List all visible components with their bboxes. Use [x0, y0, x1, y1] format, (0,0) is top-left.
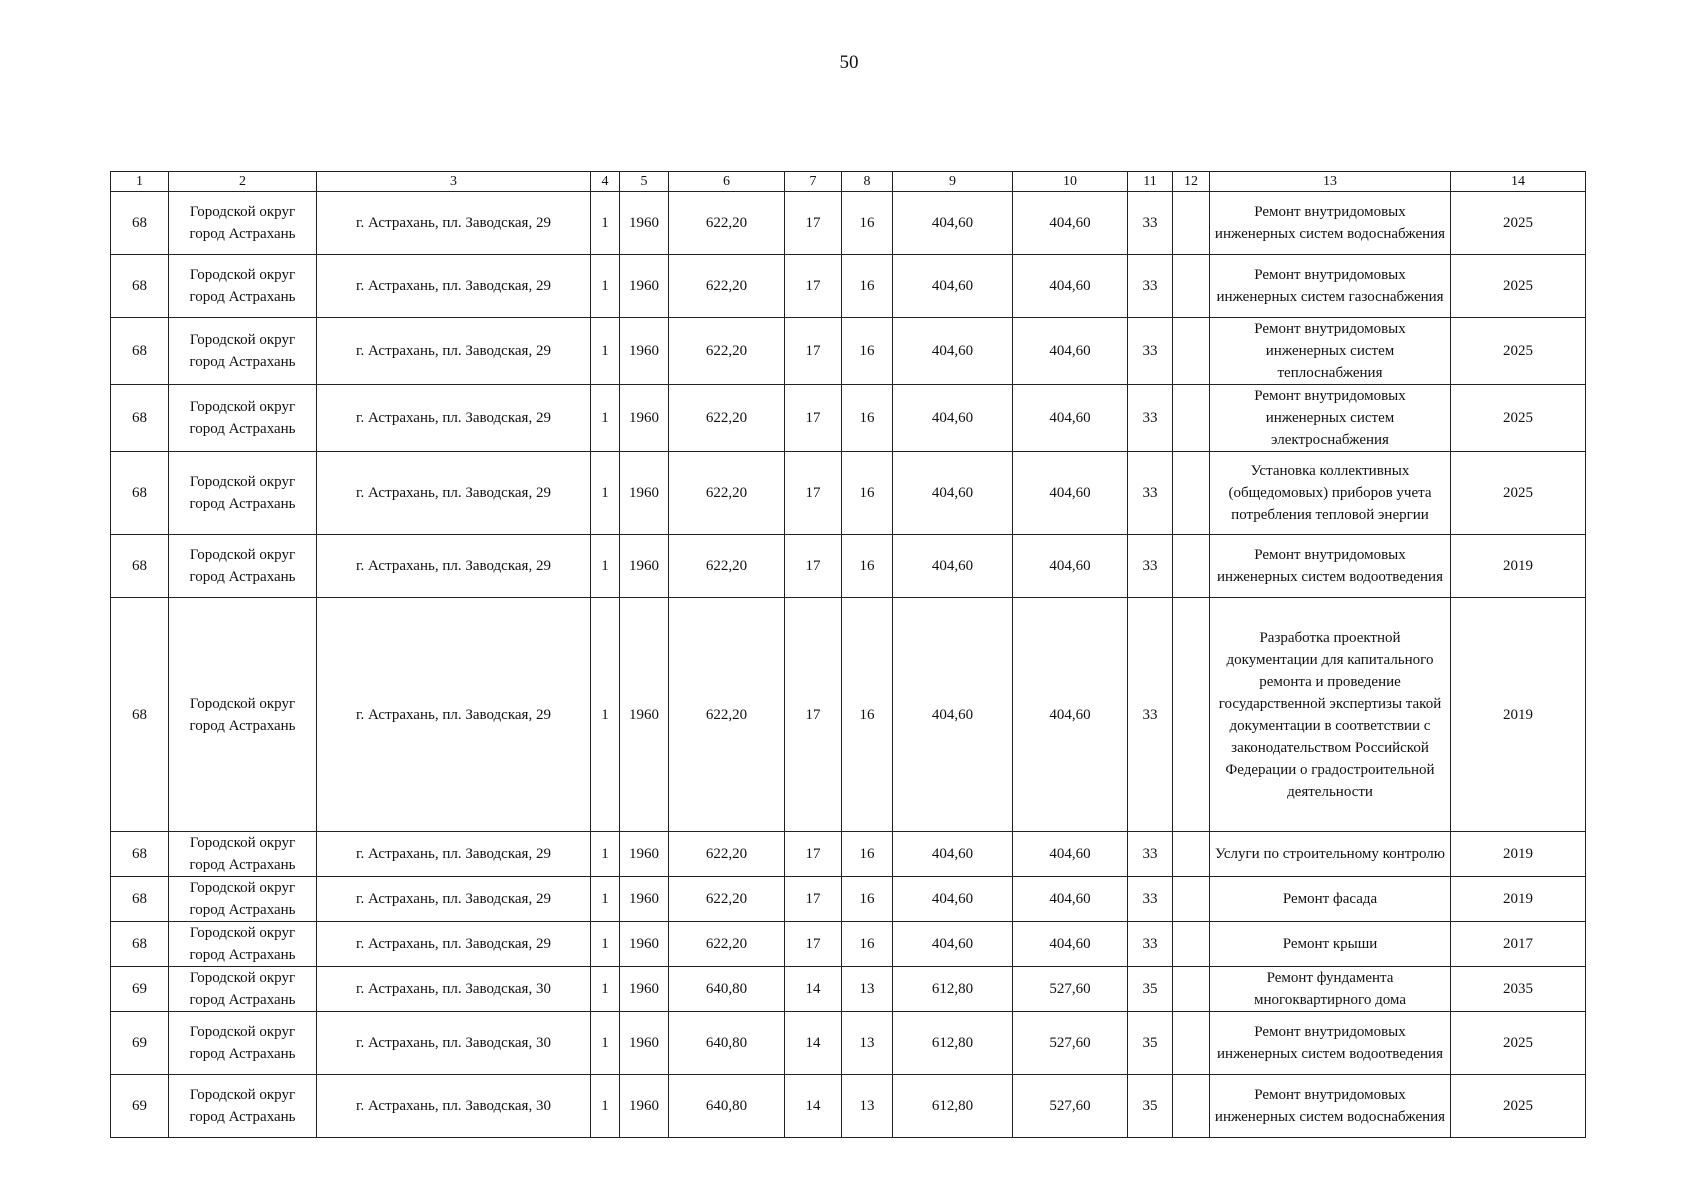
cell-year-built: 1960: [620, 598, 669, 832]
cell-col-4: 1: [591, 967, 620, 1012]
cell-planned-year: 2025: [1451, 385, 1586, 452]
column-number-13: 13: [1210, 172, 1451, 192]
cell-year-built: 1960: [620, 385, 669, 452]
table-row: [111, 967, 1586, 1012]
cell-area-residential: 404,60: [1013, 877, 1128, 922]
table-row: [111, 877, 1586, 922]
cell-col-11: 33: [1128, 922, 1173, 967]
cell-col-7: 17: [785, 255, 842, 318]
cell-work-type: Ремонт внутридомовых инженерных систем водоотведения: [1210, 535, 1451, 598]
cell-municipality: Городской округ город Астрахань: [169, 877, 317, 922]
cell-planned-year: 2025: [1451, 1075, 1586, 1138]
cell-col-8: 13: [842, 1012, 893, 1075]
cell-row-number: 68: [111, 452, 169, 535]
cell-col-8: 16: [842, 598, 893, 832]
cell-address: г. Астрахань, пл. Заводская, 29: [317, 318, 591, 385]
column-number-1: 1: [111, 172, 169, 192]
cell-year-built: 1960: [620, 1075, 669, 1138]
cell-area-residential: 527,60: [1013, 1075, 1128, 1138]
cell-col-8: 16: [842, 877, 893, 922]
column-number-11: 11: [1128, 172, 1173, 192]
cell-address: г. Астрахань, пл. Заводская, 29: [317, 922, 591, 967]
cell-year-built: 1960: [620, 922, 669, 967]
cell-row-number: 68: [111, 385, 169, 452]
cell-municipality: Городской округ город Астрахань: [169, 385, 317, 452]
cell-area-total: 622,20: [669, 832, 785, 877]
cell-area-living: 404,60: [893, 598, 1013, 832]
capital-repair-table: [110, 171, 1586, 1138]
table-row: [111, 598, 1586, 832]
cell-address: г. Астрахань, пл. Заводская, 29: [317, 255, 591, 318]
cell-municipality: Городской округ город Астрахань: [169, 832, 317, 877]
cell-address: г. Астрахань, пл. Заводская, 30: [317, 1012, 591, 1075]
table-row: [111, 318, 1586, 385]
cell-col-7: 17: [785, 192, 842, 255]
cell-col-4: 1: [591, 192, 620, 255]
cell-area-living: 404,60: [893, 452, 1013, 535]
cell-planned-year: 2019: [1451, 877, 1586, 922]
cell-area-total: 622,20: [669, 255, 785, 318]
cell-col-8: 16: [842, 255, 893, 318]
cell-area-living: 404,60: [893, 877, 1013, 922]
cell-col-11: 35: [1128, 967, 1173, 1012]
cell-col-4: 1: [591, 1075, 620, 1138]
cell-col-11: 35: [1128, 1012, 1173, 1075]
cell-row-number: 68: [111, 535, 169, 598]
cell-row-number: 69: [111, 1012, 169, 1075]
cell-year-built: 1960: [620, 318, 669, 385]
cell-area-living: 612,80: [893, 1075, 1013, 1138]
table-row: [111, 922, 1586, 967]
column-number-10: 10: [1013, 172, 1128, 192]
cell-area-total: 640,80: [669, 1012, 785, 1075]
cell-year-built: 1960: [620, 877, 669, 922]
cell-area-total: 622,20: [669, 192, 785, 255]
cell-planned-year: 2025: [1451, 318, 1586, 385]
cell-col-8: 16: [842, 452, 893, 535]
cell-area-residential: 404,60: [1013, 452, 1128, 535]
cell-col-11: 33: [1128, 192, 1173, 255]
cell-work-type: Ремонт внутридомовых инженерных систем водоотведения: [1210, 1012, 1451, 1075]
cell-area-total: 622,20: [669, 318, 785, 385]
cell-area-residential: 404,60: [1013, 598, 1128, 832]
cell-address: г. Астрахань, пл. Заводская, 29: [317, 535, 591, 598]
cell-municipality: Городской округ город Астрахань: [169, 1012, 317, 1075]
cell-address: г. Астрахань, пл. Заводская, 29: [317, 452, 591, 535]
cell-col-8: 16: [842, 832, 893, 877]
cell-planned-year: 2019: [1451, 535, 1586, 598]
cell-col-7: 17: [785, 385, 842, 452]
column-number-12: 12: [1173, 172, 1210, 192]
cell-year-built: 1960: [620, 452, 669, 535]
cell-col-12: [1173, 598, 1210, 832]
cell-year-built: 1960: [620, 1012, 669, 1075]
cell-address: г. Астрахань, пл. Заводская, 29: [317, 832, 591, 877]
cell-address: г. Астрахань, пл. Заводская, 30: [317, 967, 591, 1012]
cell-planned-year: 2035: [1451, 967, 1586, 1012]
cell-work-type: Ремонт внутридомовых инженерных систем водоснабжения: [1210, 192, 1451, 255]
cell-col-7: 17: [785, 922, 842, 967]
cell-col-8: 16: [842, 922, 893, 967]
table-row: [111, 385, 1586, 452]
cell-address: г. Астрахань, пл. Заводская, 29: [317, 385, 591, 452]
cell-municipality: Городской округ город Астрахань: [169, 967, 317, 1012]
cell-address: г. Астрахань, пл. Заводская, 30: [317, 1075, 591, 1138]
column-number-2: 2: [169, 172, 317, 192]
cell-planned-year: 2019: [1451, 598, 1586, 832]
cell-municipality: Городской округ город Астрахань: [169, 452, 317, 535]
cell-work-type: Ремонт фасада: [1210, 877, 1451, 922]
cell-col-11: 35: [1128, 1075, 1173, 1138]
table-row: [111, 535, 1586, 598]
cell-col-4: 1: [591, 598, 620, 832]
cell-year-built: 1960: [620, 832, 669, 877]
cell-municipality: Городской округ город Астрахань: [169, 922, 317, 967]
cell-col-12: [1173, 922, 1210, 967]
cell-area-total: 622,20: [669, 535, 785, 598]
cell-col-12: [1173, 967, 1210, 1012]
table-row: [111, 192, 1586, 255]
column-number-9: 9: [893, 172, 1013, 192]
cell-area-total: 640,80: [669, 967, 785, 1012]
cell-row-number: 68: [111, 922, 169, 967]
cell-col-11: 33: [1128, 452, 1173, 535]
table-row: [111, 832, 1586, 877]
cell-area-living: 404,60: [893, 832, 1013, 877]
column-number-6: 6: [669, 172, 785, 192]
cell-col-12: [1173, 877, 1210, 922]
cell-row-number: 69: [111, 1075, 169, 1138]
cell-col-7: 17: [785, 877, 842, 922]
table-row: [111, 452, 1586, 535]
cell-work-type: Разработка проектной документации для капитального ремонта и проведение государственной экспертизы такой документации в соответствии с законодательством Российской Федерации о градостроительной деятельности: [1210, 598, 1451, 832]
cell-area-living: 404,60: [893, 922, 1013, 967]
cell-col-8: 13: [842, 967, 893, 1012]
cell-row-number: 68: [111, 255, 169, 318]
cell-area-living: 404,60: [893, 385, 1013, 452]
cell-area-residential: 404,60: [1013, 192, 1128, 255]
cell-col-8: 16: [842, 535, 893, 598]
cell-work-type: Ремонт фундамента многоквартирного дома: [1210, 967, 1451, 1012]
cell-row-number: 68: [111, 192, 169, 255]
cell-municipality: Городской округ город Астрахань: [169, 1075, 317, 1138]
cell-col-11: 33: [1128, 832, 1173, 877]
cell-col-12: [1173, 318, 1210, 385]
cell-area-residential: 527,60: [1013, 1012, 1128, 1075]
cell-area-residential: 404,60: [1013, 832, 1128, 877]
cell-work-type: Ремонт внутридомовых инженерных систем газоснабжения: [1210, 255, 1451, 318]
cell-work-type: Ремонт внутридомовых инженерных систем теплоснабжения: [1210, 318, 1451, 385]
cell-col-8: 13: [842, 1075, 893, 1138]
cell-col-4: 1: [591, 452, 620, 535]
column-number-row: [111, 172, 1586, 192]
cell-area-living: 404,60: [893, 318, 1013, 385]
cell-col-7: 17: [785, 318, 842, 385]
cell-area-residential: 404,60: [1013, 255, 1128, 318]
cell-row-number: 68: [111, 877, 169, 922]
cell-col-11: 33: [1128, 385, 1173, 452]
cell-col-12: [1173, 255, 1210, 318]
cell-area-living: 612,80: [893, 967, 1013, 1012]
cell-planned-year: 2025: [1451, 1012, 1586, 1075]
cell-area-residential: 404,60: [1013, 535, 1128, 598]
cell-col-12: [1173, 832, 1210, 877]
cell-col-11: 33: [1128, 877, 1173, 922]
cell-col-4: 1: [591, 877, 620, 922]
cell-col-8: 16: [842, 385, 893, 452]
cell-col-12: [1173, 1012, 1210, 1075]
cell-area-residential: 404,60: [1013, 922, 1128, 967]
table-row: [111, 1075, 1586, 1138]
cell-municipality: Городской округ город Астрахань: [169, 598, 317, 832]
cell-col-12: [1173, 535, 1210, 598]
cell-row-number: 68: [111, 832, 169, 877]
cell-year-built: 1960: [620, 967, 669, 1012]
cell-area-living: 404,60: [893, 535, 1013, 598]
cell-col-12: [1173, 385, 1210, 452]
cell-col-12: [1173, 1075, 1210, 1138]
cell-col-7: 14: [785, 967, 842, 1012]
cell-col-8: 16: [842, 192, 893, 255]
cell-col-7: 17: [785, 598, 842, 832]
cell-row-number: 68: [111, 318, 169, 385]
cell-col-4: 1: [591, 832, 620, 877]
cell-municipality: Городской округ город Астрахань: [169, 255, 317, 318]
cell-area-total: 622,20: [669, 452, 785, 535]
cell-area-living: 404,60: [893, 192, 1013, 255]
cell-address: г. Астрахань, пл. Заводская, 29: [317, 598, 591, 832]
cell-area-total: 622,20: [669, 385, 785, 452]
cell-work-type: Ремонт внутридомовых инженерных систем электроснабжения: [1210, 385, 1451, 452]
table-row: [111, 255, 1586, 318]
cell-col-12: [1173, 192, 1210, 255]
cell-area-living: 404,60: [893, 255, 1013, 318]
cell-col-12: [1173, 452, 1210, 535]
cell-col-4: 1: [591, 535, 620, 598]
cell-area-residential: 404,60: [1013, 385, 1128, 452]
column-number-3: 3: [317, 172, 591, 192]
cell-planned-year: 2019: [1451, 832, 1586, 877]
cell-year-built: 1960: [620, 255, 669, 318]
cell-municipality: Городской округ город Астрахань: [169, 318, 317, 385]
cell-col-11: 33: [1128, 535, 1173, 598]
cell-planned-year: 2017: [1451, 922, 1586, 967]
column-number-14: 14: [1451, 172, 1586, 192]
cell-col-7: 14: [785, 1012, 842, 1075]
cell-col-4: 1: [591, 922, 620, 967]
cell-col-7: 17: [785, 535, 842, 598]
column-number-8: 8: [842, 172, 893, 192]
cell-row-number: 68: [111, 598, 169, 832]
cell-planned-year: 2025: [1451, 255, 1586, 318]
cell-address: г. Астрахань, пл. Заводская, 29: [317, 192, 591, 255]
cell-col-4: 1: [591, 1012, 620, 1075]
cell-area-residential: 527,60: [1013, 967, 1128, 1012]
cell-municipality: Городской округ город Астрахань: [169, 535, 317, 598]
cell-address: г. Астрахань, пл. Заводская, 29: [317, 877, 591, 922]
table-row: [111, 1012, 1586, 1075]
cell-area-residential: 404,60: [1013, 318, 1128, 385]
cell-col-7: 17: [785, 452, 842, 535]
cell-row-number: 69: [111, 967, 169, 1012]
column-number-5: 5: [620, 172, 669, 192]
cell-col-7: 14: [785, 1075, 842, 1138]
cell-area-total: 622,20: [669, 598, 785, 832]
cell-col-11: 33: [1128, 318, 1173, 385]
cell-year-built: 1960: [620, 535, 669, 598]
cell-col-8: 16: [842, 318, 893, 385]
cell-work-type: Ремонт крыши: [1210, 922, 1451, 967]
cell-year-built: 1960: [620, 192, 669, 255]
cell-work-type: Ремонт внутридомовых инженерных систем водоснабжения: [1210, 1075, 1451, 1138]
cell-col-7: 17: [785, 832, 842, 877]
page-number: 50: [839, 52, 859, 73]
cell-col-11: 33: [1128, 598, 1173, 832]
cell-planned-year: 2025: [1451, 192, 1586, 255]
cell-col-4: 1: [591, 318, 620, 385]
cell-area-total: 622,20: [669, 922, 785, 967]
column-number-7: 7: [785, 172, 842, 192]
cell-area-total: 622,20: [669, 877, 785, 922]
cell-col-4: 1: [591, 385, 620, 452]
cell-work-type: Услуги по строительному контролю: [1210, 832, 1451, 877]
cell-area-living: 612,80: [893, 1012, 1013, 1075]
cell-col-4: 1: [591, 255, 620, 318]
cell-planned-year: 2025: [1451, 452, 1586, 535]
cell-col-11: 33: [1128, 255, 1173, 318]
cell-work-type: Установка коллективных (общедомовых) приборов учета потребления тепловой энергии: [1210, 452, 1451, 535]
cell-area-total: 640,80: [669, 1075, 785, 1138]
cell-municipality: Городской округ город Астрахань: [169, 192, 317, 255]
column-number-4: 4: [591, 172, 620, 192]
